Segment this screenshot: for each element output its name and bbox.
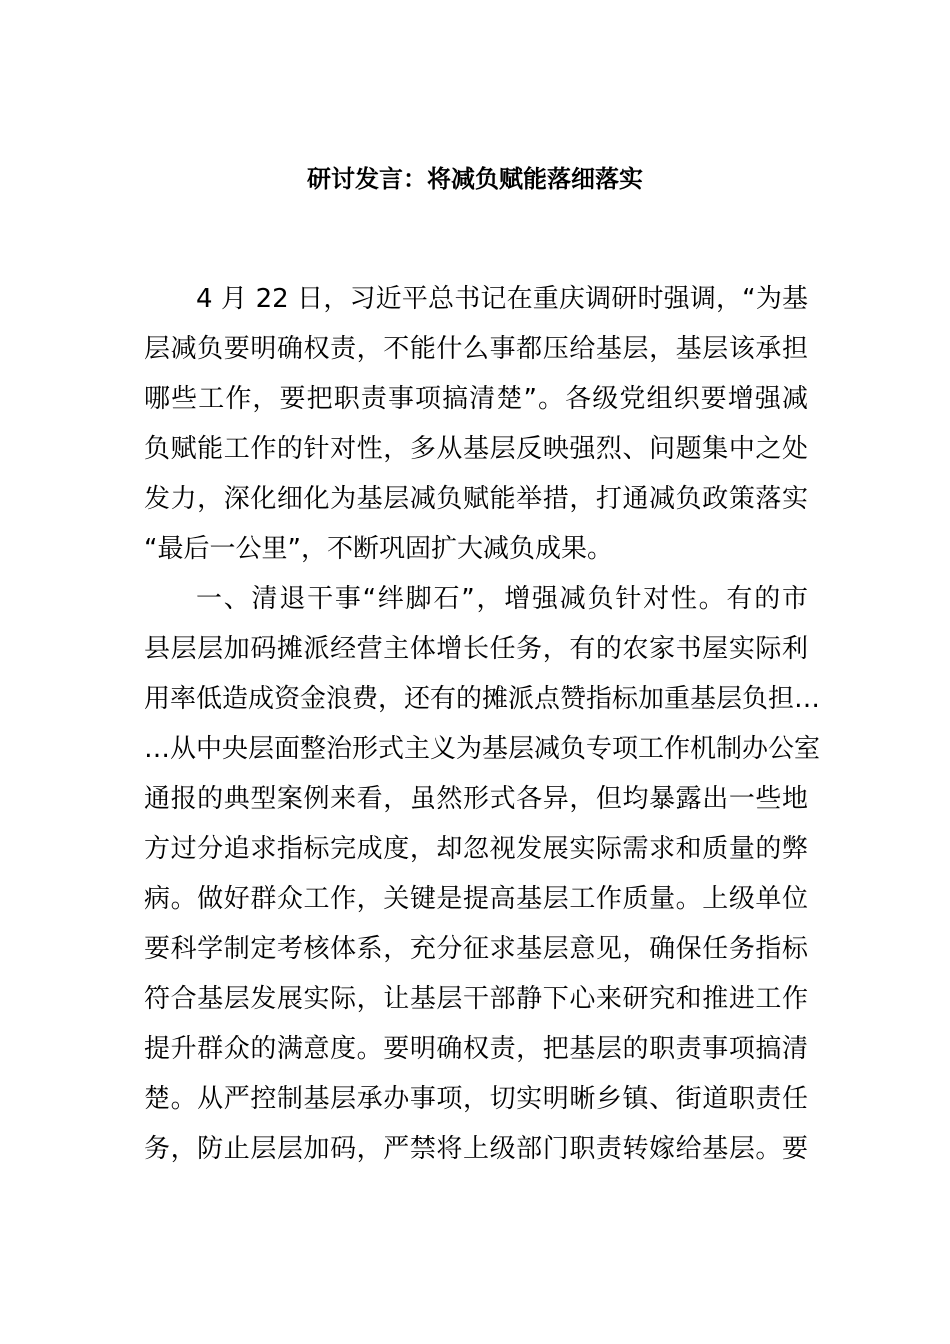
text-line: 方过分追求指标完成度，却忽视发展实际需求和质量的弊: [144, 834, 808, 864]
text-line: “最后一公里”，不断巩固扩大减负成果。: [144, 534, 613, 564]
text-line: 发力，深化细化为基层减负赋能举措，打通减负政策落实: [144, 484, 808, 514]
text-line: 用率低造成资金浪费，还有的摊派点赞指标加重基层负担…: [144, 684, 821, 714]
text-line: 提升群众的满意度。要明确权责，把基层的职责事项搞清: [144, 1034, 808, 1064]
text-line: 楚。从严控制基层承办事项，切实明晰乡镇、街道职责任: [144, 1084, 808, 1114]
text-line: 病。做好群众工作，关键是提高基层工作质量。上级单位: [144, 884, 808, 914]
text-line: 要科学制定考核体系，充分征求基层意见，确保任务指标: [144, 934, 808, 964]
text-line: 务，防止层层加码，严禁将上级部门职责转嫁给基层。要: [144, 1134, 808, 1164]
text-line: 哪些工作，要把职责事项搞清楚”。各级党组织要增强减: [144, 384, 808, 414]
text-line: 4 月 22 日，习近平总书记在重庆调研时强调，“为基: [196, 284, 808, 314]
text-line: 一、清退干事“绊脚石”，增强减负针对性。有的市: [196, 584, 808, 614]
text-line: 县层层加码摊派经营主体增长任务，有的农家书屋实际利: [144, 634, 808, 664]
text-line: …从中央层面整治形式主义为基层减负专项工作机制办公室: [144, 734, 821, 764]
text-line: 通报的典型案例来看，虽然形式各异，但均暴露出一些地: [144, 784, 808, 814]
text-line: 层减负要明确权责，不能什么事都压给基层，基层该承担: [144, 334, 808, 364]
text-line: 负赋能工作的针对性，多从基层反映强烈、问题集中之处: [144, 434, 808, 464]
text-line: 符合基层发展实际，让基层干部静下心来研究和推进工作: [144, 984, 808, 1014]
document-title: 研讨发言：将减负赋能落细落实: [307, 165, 643, 193]
